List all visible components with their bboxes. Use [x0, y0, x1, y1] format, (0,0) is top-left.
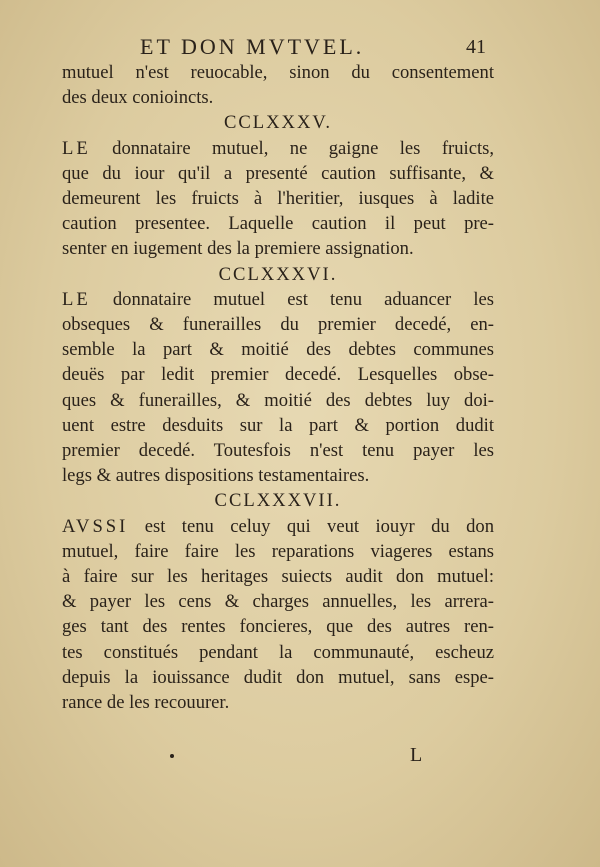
lead-word: LE: [62, 137, 91, 159]
text-line: obseques & funerailles du premier decedé, en-: [62, 314, 494, 336]
article-number: CCLXXXVI.: [218, 263, 338, 285]
text-line: ques & funerailles, & moitié des debtes luy doi-: [62, 389, 494, 411]
text-line: uent estre desduits sur la part & portion dudit: [62, 414, 494, 436]
article-number: CCLXXXVII.: [214, 490, 342, 512]
text-line-rest: est tenu celuy qui veut iouyr du don: [144, 515, 494, 537]
text-line: legs & autres dispositions testamentaires.: [62, 465, 370, 487]
text-line: caution presentee. Laquelle caution il peut pre-: [62, 213, 494, 235]
text-line-rest: donnataire mutuel, ne gaigne les fruicts,: [112, 137, 494, 159]
text-line: des deux conioincts.: [62, 87, 214, 109]
running-title: ET DON MVTVEL.: [140, 34, 365, 59]
text-line: [62, 514, 494, 539]
signature-mark: L: [410, 744, 423, 766]
text-line: rance de les recouurer.: [62, 692, 230, 714]
text-line: semble la part & moitié des debtes communes: [62, 339, 494, 361]
text-line: [62, 287, 494, 312]
lead-word: LE: [62, 288, 91, 310]
text-line: deuës par ledit premier decedé. Lesquelles obse-: [62, 364, 494, 386]
text-line: tes constitués pendant la communauté, escheuz: [62, 641, 494, 663]
text-line: mutuel n'est reuocable, sinon du consentement: [62, 62, 494, 83]
text-line: ges tant des rentes foncieres, que des autres ren-: [62, 616, 494, 638]
text-line: [62, 136, 494, 161]
text-line: demeurent les fruicts à l'heritier, iusques à ladite: [62, 188, 494, 210]
text-line: à faire sur les heritages suiects audit don mutuel:: [62, 566, 494, 588]
text-line: premier decedé. Toutesfois n'est tenu payer les: [62, 440, 494, 462]
article-number: CCLXXXV.: [223, 112, 333, 134]
ink-dot: [170, 754, 174, 758]
text-line: & payer les cens & charges annuelles, les arrera-: [62, 591, 494, 613]
text-line: depuis la iouissance dudit don mutuel, sans espe-: [62, 666, 494, 688]
page-number: 41: [466, 36, 486, 58]
text-line-rest: donnataire mutuel est tenu aduancer les: [112, 288, 494, 310]
body-text: [62, 60, 494, 715]
lead-word: AVSSI: [62, 515, 129, 537]
text-line: mutuel, faire faire les reparations viageres estans: [62, 540, 494, 562]
text-line: que du iour qu'il a presenté caution suffisante, &: [62, 162, 494, 184]
text-line: senter en iugement des la premiere assignation.: [62, 238, 414, 260]
